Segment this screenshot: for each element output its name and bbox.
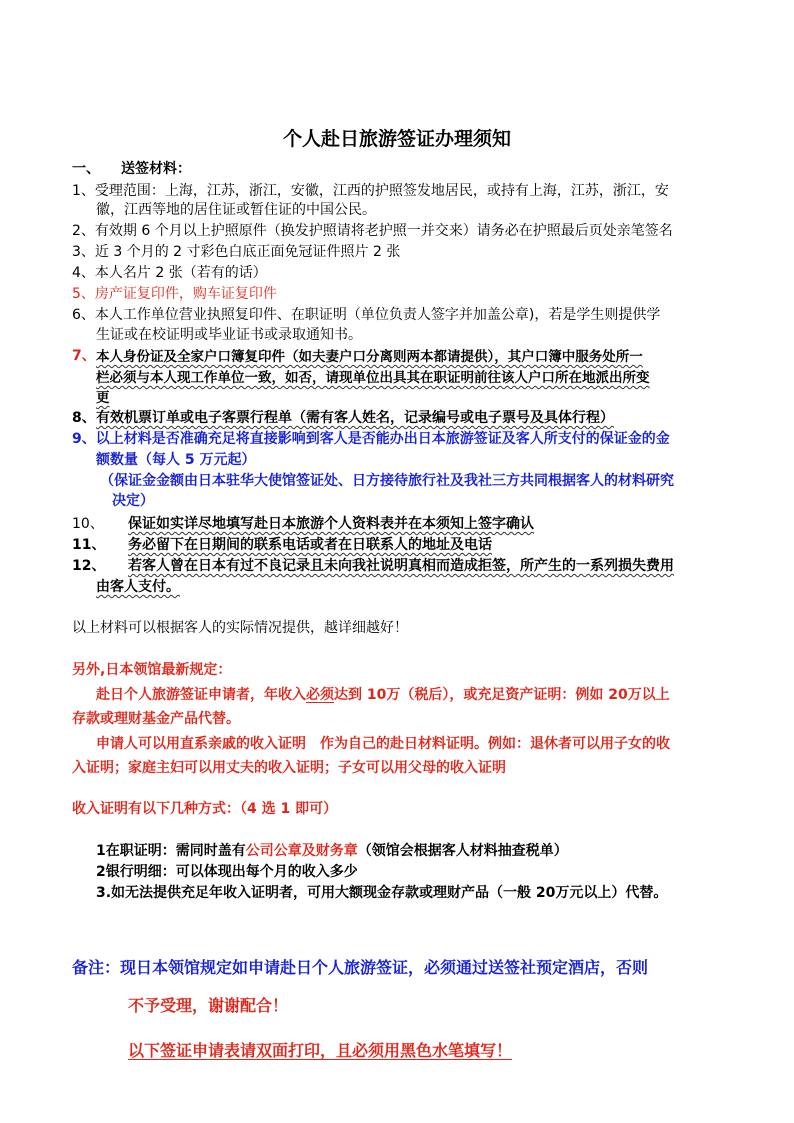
page-title: 个人赴日旅游签证办理须知	[282, 128, 511, 150]
section-heading-materials: 一、 送签材料：	[72, 161, 191, 177]
item-1-line-2: 徽，江西等地的居住证或暂住证的中国公民。	[96, 202, 376, 218]
item-10: 保证如实详尽地填写赴日本旅游个人资料表并在本须知上签字确认	[128, 516, 534, 532]
item-11: 务必留下在日期间的联系电话或者在日联系人的地址及电话	[128, 537, 492, 553]
regulation-text-must: 必须	[306, 687, 334, 703]
item-6-line-2: 生证或在校证明或毕业证书或录取通知书。	[96, 327, 362, 343]
item-12-line-1: 若客人曾在日本有过不良记录且未向我社说明真相而造成拒签，所产生的一系列损失费用	[128, 558, 674, 574]
regulation-text-a: 赴日个人旅游签证申请者，年收入	[96, 687, 306, 703]
regulation-paragraph-2-line-2: 入证明；家庭主妇可以用丈夫的收入证明；子女可以用父母的收入证明	[72, 760, 506, 776]
regulation-paragraph-1-line-1	[96, 684, 670, 704]
remark-line-3: 以下签证申请表请双面打印，且必须用黑色水笔填写！	[128, 1041, 513, 1060]
income-option-1-seals: 公司公章及财务章	[245, 843, 358, 859]
item-7-line-2: 栏必须与本人现工作单位一致，如否，请现单位出具其在职证明前往该人户口所在地派出所变	[96, 370, 650, 386]
item-8: 有效机票订单或电子客票行程单（需有客人姓名，记录编号或电子票号及具体行程）	[96, 410, 614, 426]
summary-note: 以上材料可以根据客人的实际情况提供，越详细越好！	[72, 620, 408, 636]
item-7-number: 7、	[72, 348, 96, 364]
regulation-paragraph-1-line-2: 存款或理财基金产品代替。	[72, 711, 240, 727]
item-4: 4、本人名片 2 张（若有的话）	[72, 265, 267, 281]
item-6-line-1: 6、本人工作单位营业执照复印件、在职证明（单位负责人签字并加盖公章)，若是学生则提供学	[72, 307, 661, 323]
item-9-line-1: 9、以上材料是否准确充足将直接影响到客人是否能办出日本旅游签证及客人所支付的保证金的金	[72, 431, 670, 447]
income-option-1-c: （领馆会根据客人材料抽查税单）	[357, 843, 568, 859]
item-7-line-1: 本人身份证及全家户口簿复印件（如夫妻户口分离则两本都请提供），其户口簿中服务处所一	[96, 349, 643, 365]
item-12-number: 12、	[72, 558, 106, 574]
remark-line-1: 备注：现日本领馆规定如申请赴日个人旅游签证，必须通过送签社预定酒店，否则	[72, 958, 649, 977]
item-7-line-3: 更	[96, 390, 110, 406]
regulation-text-c: 达到 10万（税后），或充足资产证明：例如 20万以上	[334, 687, 670, 703]
item-10-number: 10、	[72, 516, 104, 532]
item-9-line-4: 决定）	[112, 493, 154, 509]
income-proof-heading: 收入证明有以下几种方式：（4 选 1 即可）	[72, 801, 338, 817]
remark-line-2: 不予受理，谢谢配合！	[128, 996, 289, 1015]
item-11-number: 11、	[72, 537, 106, 553]
item-12-line-2: 由客人支付。	[96, 579, 180, 595]
regulation-heading: 另外,日本领馆最新规定：	[72, 662, 232, 678]
income-option-3: 3.如无法提供充足年收入证明者，可用大额现金存款或理财产品（一般 20万元以上）代替。	[96, 885, 668, 901]
item-5: 5、房产证复印件，购车证复印件	[72, 286, 277, 302]
income-option-1	[96, 840, 568, 860]
item-2: 2、有效期 6 个月以上护照原件（换发护照请将老护照一并交来）请务必在护照最后页处亲笔签名	[72, 223, 673, 239]
regulation-paragraph-2-line-1: 申请人可以用直系亲戚的收入证明 作为自己的赴日材料证明。例如：退休者可以用子女的收	[96, 736, 670, 752]
income-option-1-a: 1在职证明：需同时盖有	[96, 843, 246, 859]
item-8-number: 8、	[72, 410, 96, 426]
item-3: 3、近 3 个月的 2 寸彩色白底正面免冠证件照片 2 张	[72, 244, 401, 260]
item-1-line-1: 1、受理范围：上海，江苏，浙江，安徽，江西的护照签发地居民，或持有上海，江苏，浙江，安	[72, 183, 669, 199]
item-9-line-3: （保证金金额由日本驻华大使馆签证处、日方接待旅行社及我社三方共同根据客人的材料研究	[100, 473, 674, 489]
item-9-line-2: 额数量（每人 5 万元起）	[96, 452, 256, 468]
income-option-2: 2银行明细：可以体现出每个月的收入多少	[96, 864, 358, 880]
